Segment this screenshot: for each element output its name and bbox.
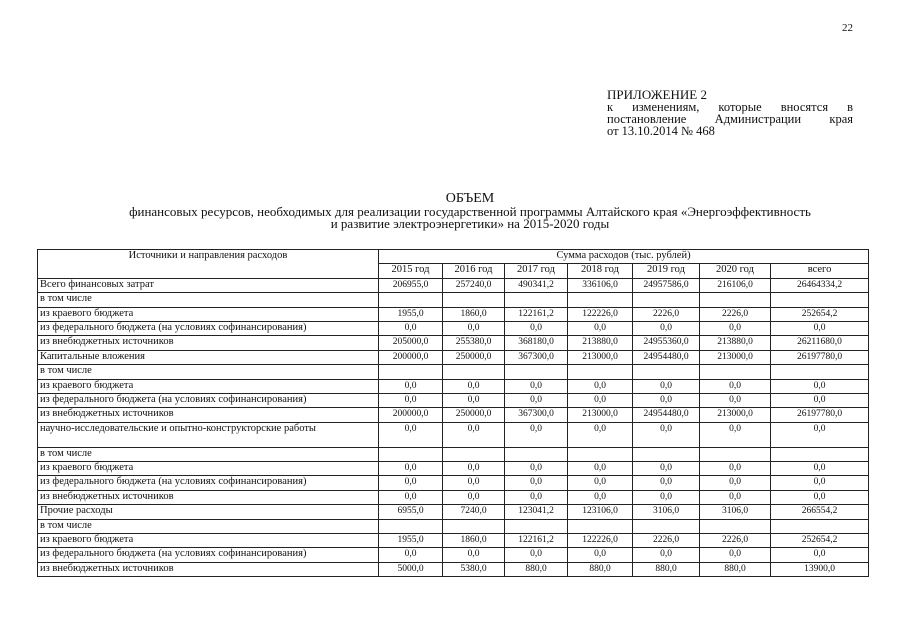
value-cell [505, 447, 568, 461]
value-cell: 0,0 [633, 476, 700, 490]
value-cell: 0,0 [379, 321, 443, 335]
table-row [38, 534, 869, 548]
value-cell: 0,0 [443, 490, 505, 504]
value-cell: 0,0 [568, 422, 633, 447]
financing-table [37, 249, 869, 577]
value-cell: 368180,0 [505, 336, 568, 350]
value-cell: 490341,2 [505, 278, 568, 292]
appendix-line-1: к изменениям, которые вносятся в [607, 100, 853, 114]
value-cell: 0,0 [568, 462, 633, 476]
value-cell: 0,0 [771, 476, 869, 490]
value-cell [505, 365, 568, 379]
value-cell [771, 365, 869, 379]
value-cell: 0,0 [633, 379, 700, 393]
appendix-block [607, 89, 853, 137]
value-cell: 2226,0 [700, 534, 771, 548]
header-total: всего [771, 264, 869, 278]
header-year: 2019 год [633, 264, 700, 278]
row-label: из краевого бюджета [38, 379, 379, 393]
value-cell: 336106,0 [568, 278, 633, 292]
row-label: из краевого бюджета [38, 462, 379, 476]
value-cell: 0,0 [771, 393, 869, 407]
value-cell: 216106,0 [700, 278, 771, 292]
table-row [38, 519, 869, 533]
value-cell: 122161,2 [505, 307, 568, 321]
value-cell: 0,0 [379, 548, 443, 562]
value-cell [443, 293, 505, 307]
value-cell: 0,0 [443, 476, 505, 490]
value-cell: 123106,0 [568, 505, 633, 519]
value-cell [633, 365, 700, 379]
row-label: в том числе [38, 519, 379, 533]
table-row [38, 307, 869, 321]
appendix-heading: ПРИЛОЖЕНИЕ 2 [607, 87, 707, 102]
value-cell [633, 447, 700, 461]
value-cell: 2226,0 [633, 307, 700, 321]
value-cell: 0,0 [443, 321, 505, 335]
value-cell [379, 365, 443, 379]
document-title [40, 193, 900, 231]
appendix-line-2: постановление Администрации края [607, 112, 853, 126]
value-cell: 213000,0 [568, 350, 633, 364]
value-cell [443, 519, 505, 533]
value-cell [771, 519, 869, 533]
value-cell: 0,0 [505, 548, 568, 562]
value-cell: 0,0 [700, 321, 771, 335]
value-cell: 250000,0 [443, 350, 505, 364]
value-cell: 26464334,2 [771, 278, 869, 292]
value-cell: 0,0 [633, 393, 700, 407]
value-cell: 0,0 [443, 393, 505, 407]
value-cell: 0,0 [633, 321, 700, 335]
value-cell: 0,0 [379, 462, 443, 476]
value-cell: 0,0 [700, 548, 771, 562]
value-cell: 0,0 [700, 490, 771, 504]
table-row [38, 393, 869, 407]
value-cell: 0,0 [771, 379, 869, 393]
value-cell: 1860,0 [443, 307, 505, 321]
value-cell: 0,0 [633, 422, 700, 447]
value-cell: 1955,0 [379, 534, 443, 548]
value-cell: 0,0 [771, 422, 869, 447]
value-cell: 0,0 [505, 476, 568, 490]
value-cell: 205000,0 [379, 336, 443, 350]
title-line-1: ОБЪЕМ [445, 191, 495, 206]
value-cell: 1860,0 [443, 534, 505, 548]
value-cell: 0,0 [568, 393, 633, 407]
value-cell: 0,0 [568, 379, 633, 393]
value-cell: 252654,2 [771, 307, 869, 321]
value-cell: 0,0 [443, 379, 505, 393]
header-sum: Сумма расходов (тыс. рублей) [379, 250, 869, 264]
value-cell [700, 365, 771, 379]
value-cell [443, 447, 505, 461]
value-cell [505, 519, 568, 533]
header-year: 2015 год [379, 264, 443, 278]
value-cell: 0,0 [505, 490, 568, 504]
table-row [38, 379, 869, 393]
value-cell [379, 519, 443, 533]
value-cell: 0,0 [568, 321, 633, 335]
value-cell: 0,0 [633, 548, 700, 562]
value-cell: 0,0 [700, 462, 771, 476]
value-cell [633, 519, 700, 533]
value-cell: 24955360,0 [633, 336, 700, 350]
value-cell: 26197780,0 [771, 350, 869, 364]
row-label: в том числе [38, 293, 379, 307]
value-cell: 0,0 [771, 321, 869, 335]
value-cell: 0,0 [568, 490, 633, 504]
value-cell: 250000,0 [443, 408, 505, 422]
row-label: из внебюджетных источников [38, 336, 379, 350]
table-row [38, 505, 869, 519]
row-label: Прочие расходы [38, 505, 379, 519]
row-label: из внебюджетных источников [38, 408, 379, 422]
value-cell: 0,0 [379, 422, 443, 447]
value-cell: 213880,0 [700, 336, 771, 350]
value-cell [771, 447, 869, 461]
value-cell: 0,0 [443, 422, 505, 447]
value-cell: 0,0 [505, 393, 568, 407]
value-cell: 26197780,0 [771, 408, 869, 422]
value-cell: 2226,0 [633, 534, 700, 548]
value-cell: 2226,0 [700, 307, 771, 321]
value-cell: 213000,0 [700, 408, 771, 422]
value-cell: 5380,0 [443, 562, 505, 576]
value-cell: 5000,0 [379, 562, 443, 576]
value-cell: 367300,0 [505, 350, 568, 364]
value-cell: 122161,2 [505, 534, 568, 548]
value-cell: 200000,0 [379, 408, 443, 422]
value-cell: 0,0 [379, 476, 443, 490]
value-cell [379, 293, 443, 307]
row-label: в том числе [38, 365, 379, 379]
value-cell: 24957586,0 [633, 278, 700, 292]
value-cell: 122226,0 [568, 307, 633, 321]
table-row [38, 336, 869, 350]
value-cell [568, 293, 633, 307]
value-cell: 255380,0 [443, 336, 505, 350]
value-cell: 367300,0 [505, 408, 568, 422]
value-cell: 880,0 [633, 562, 700, 576]
value-cell: 7240,0 [443, 505, 505, 519]
header-source: Источники и направления расходов [38, 250, 379, 279]
value-cell [379, 447, 443, 461]
table-row [38, 422, 869, 447]
value-cell: 0,0 [505, 422, 568, 447]
value-cell: 0,0 [379, 393, 443, 407]
value-cell: 24954480,0 [633, 350, 700, 364]
value-cell: 880,0 [505, 562, 568, 576]
appendix-line-3: от 13.10.2014 № 468 [607, 124, 715, 138]
value-cell: 0,0 [700, 393, 771, 407]
row-label: из внебюджетных источников [38, 562, 379, 576]
row-label: из федерального бюджета (на условиях софинансирования) [38, 393, 379, 407]
value-cell [568, 365, 633, 379]
value-cell: 880,0 [568, 562, 633, 576]
table-row [38, 548, 869, 562]
value-cell: 206955,0 [379, 278, 443, 292]
value-cell: 0,0 [633, 490, 700, 504]
value-cell: 0,0 [771, 462, 869, 476]
value-cell: 0,0 [568, 476, 633, 490]
table-row [38, 476, 869, 490]
value-cell: 3106,0 [633, 505, 700, 519]
value-cell: 3106,0 [700, 505, 771, 519]
value-cell: 0,0 [505, 321, 568, 335]
value-cell: 252654,2 [771, 534, 869, 548]
value-cell [771, 293, 869, 307]
value-cell: 880,0 [700, 562, 771, 576]
value-cell [700, 447, 771, 461]
value-cell [568, 519, 633, 533]
value-cell: 0,0 [700, 422, 771, 447]
value-cell: 0,0 [443, 462, 505, 476]
value-cell [568, 447, 633, 461]
value-cell: 13900,0 [771, 562, 869, 576]
row-label: научно-исследовательские и опытно-конструкторские работы [38, 422, 379, 447]
table-row [38, 462, 869, 476]
value-cell: 0,0 [505, 462, 568, 476]
value-cell: 0,0 [700, 379, 771, 393]
row-label: из федерального бюджета (на условиях софинансирования) [38, 476, 379, 490]
table-row [38, 365, 869, 379]
value-cell: 0,0 [505, 379, 568, 393]
row-label: Капитальные вложения [38, 350, 379, 364]
value-cell: 0,0 [443, 548, 505, 562]
table-row [38, 278, 869, 292]
value-cell: 122226,0 [568, 534, 633, 548]
value-cell: 0,0 [700, 476, 771, 490]
page-number: 22 [842, 22, 853, 34]
table-row [38, 408, 869, 422]
value-cell: 213880,0 [568, 336, 633, 350]
header-year: 2020 год [700, 264, 771, 278]
value-cell: 24954480,0 [633, 408, 700, 422]
value-cell: 26211680,0 [771, 336, 869, 350]
title-line-3: и развитие электроэнергетики» на 2015-2020 годы [330, 216, 610, 231]
row-label: из краевого бюджета [38, 307, 379, 321]
value-cell: 123041,2 [505, 505, 568, 519]
value-cell: 0,0 [771, 548, 869, 562]
row-label: из внебюджетных источников [38, 490, 379, 504]
value-cell: 200000,0 [379, 350, 443, 364]
value-cell [505, 293, 568, 307]
table-row [38, 293, 869, 307]
table-row [38, 321, 869, 335]
value-cell: 0,0 [568, 548, 633, 562]
table-row [38, 562, 869, 576]
header-year: 2018 год [568, 264, 633, 278]
value-cell: 257240,0 [443, 278, 505, 292]
value-cell: 1955,0 [379, 307, 443, 321]
value-cell [700, 293, 771, 307]
value-cell: 213000,0 [700, 350, 771, 364]
value-cell [443, 365, 505, 379]
value-cell [633, 293, 700, 307]
value-cell: 0,0 [379, 490, 443, 504]
value-cell: 0,0 [379, 379, 443, 393]
value-cell: 0,0 [633, 462, 700, 476]
table-row [38, 447, 869, 461]
header-year: 2017 год [505, 264, 568, 278]
row-label: из федерального бюджета (на условиях софинансирования) [38, 321, 379, 335]
header-year: 2016 год [443, 264, 505, 278]
value-cell: 6955,0 [379, 505, 443, 519]
row-label: Всего финансовых затрат [38, 278, 379, 292]
value-cell: 213000,0 [568, 408, 633, 422]
table-row [38, 350, 869, 364]
header-row-1 [38, 250, 869, 264]
value-cell: 266554,2 [771, 505, 869, 519]
table-row [38, 490, 869, 504]
row-label: в том числе [38, 447, 379, 461]
title-line-2: финансовых ресурсов, необходимых для реализации государственной программы Алтайского края «Энергоэффективность [129, 203, 811, 219]
row-label: из краевого бюджета [38, 534, 379, 548]
value-cell [700, 519, 771, 533]
value-cell: 0,0 [771, 490, 869, 504]
row-label: из федерального бюджета (на условиях софинансирования) [38, 548, 379, 562]
